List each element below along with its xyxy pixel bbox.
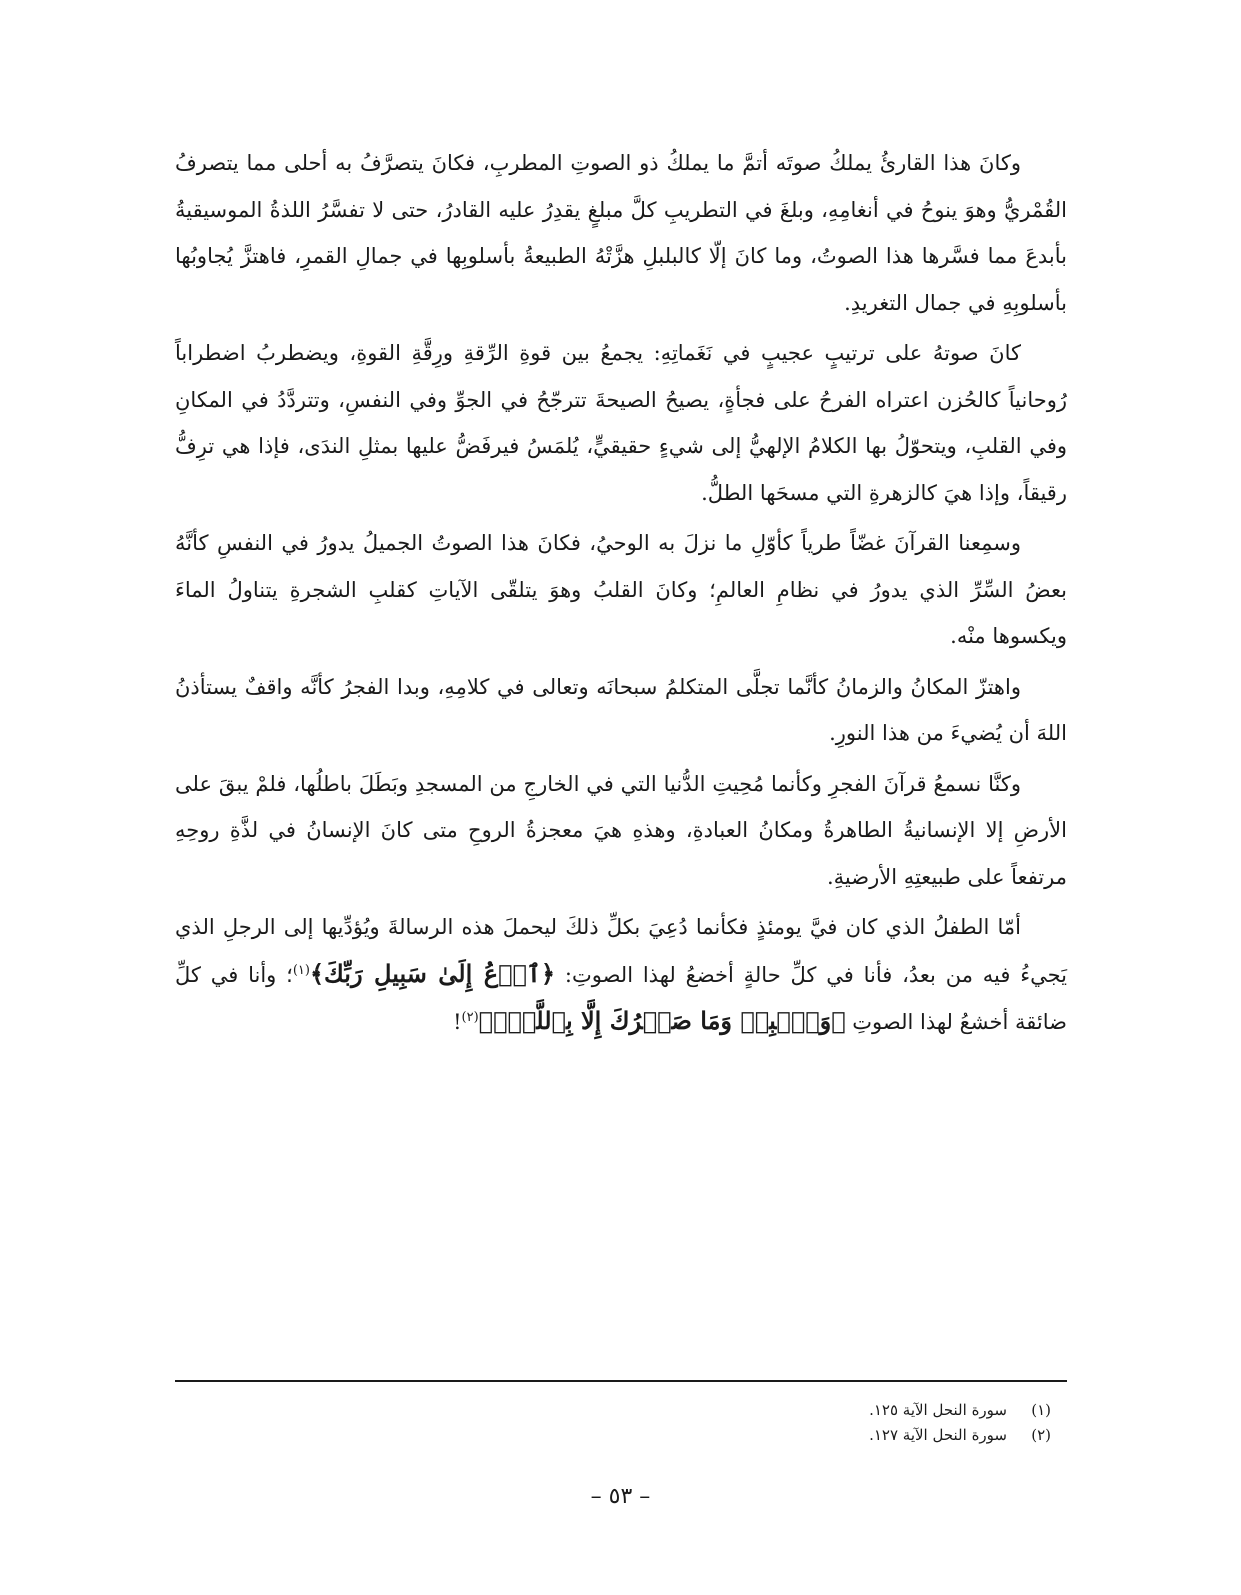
footnote-1	[175, 1398, 1067, 1423]
paragraph-6-text-2: ؛ وأنا في كلِّ ضائقة أخشعُ لهذا الصوتِ	[175, 962, 1067, 1034]
page-body	[175, 140, 1067, 1050]
footnote-divider	[175, 1380, 1067, 1382]
footnote-number: (١)	[1031, 1401, 1051, 1419]
paragraph-1: وكانَ هذا القارئُ يملكُ صوتَه أتمَّ ما يملكُ ذو الصوتِ المطربِ، فكانَ يتصرَّفُ به أحلى مما يتصرفُ القُمْريُّ وهوَ ينوحُ في أنغامِهِ، وبلغَ في التطريبِ كلَّ مبلغٍ يقدِرُ عليه القادرُ، حتى لا تفسَّرُ اللذةُ الموسيقيةُ بأبدعَ مما فسَّرها هذا الصوتُ، وما كانَ إلّا كالبلبلِ هزَّتْهُ الطبيعةُ بأسلوبِها في جمالِ القمرِ، فاهتزَّ يُجاوبُها بأسلوبِهِ في جمال التغريدِ.	[175, 151, 1067, 315]
footnote-number: (٢)	[1031, 1426, 1051, 1444]
footnote-ref-1: (١)	[292, 962, 310, 978]
paragraph-2: كانَ صوتهُ على ترتيبٍ عجيبٍ في نَغَماتِهِ: يجمعُ بين قوةِ الرِّقةِ ورِقَّةِ القوةِ، ويضطربُ اضطراباً رُوحانياً كالحُزن اعتراه الفرحُ على فجأةٍ، يصيحُ الصيحةَ تترجّحُ في الجوِّ وفي النفسِ، وتتردَّدُ في المكانِ وفي القلبِ، ويتحوّلُ بها الكلامُ الإلهيُّ إلى شيءٍ حقيقيٍّ، يُلمَسُ فيرفَضُّ عليها بمثلِ الندَى، فإذا هي ترِفُّ رقيقاً، وإذا هيَ كالزهرةِ التي مسحَها الطلُّ.	[175, 341, 1067, 505]
paragraph-4: واهتزّ المكانُ والزمانُ كأنَّما تجلَّى المتكلمُ سبحانَه وتعالى في كلامِهِ، وبدا الفجرُ كأنَّه واقفٌ يستأذنُ اللهَ أن يُضيءَ من هذا النورِ.	[175, 674, 1067, 745]
footnote-2	[175, 1423, 1067, 1448]
page-number: – ٥٣ –	[590, 1484, 651, 1509]
footnotes	[175, 1398, 1067, 1448]
footnote-ref-2: (٢)	[461, 1010, 479, 1025]
paragraph-6-text-1: أمّا الطفلُ الذي كان فيَّ يومئذٍ فكأنما دُعِيَ بكلِّ ذلكَ ليحملَ هذه الرسالةَ ويُؤدِّيها إلى الرجلِ الذي يَجيءُ فيه من بعدُ، فأنا في كلِّ حالةٍ أخضعُ لهذا الصوتِ:	[175, 915, 1067, 987]
quran-quote-2: ﴿وَٱصۡبِرۡ وَمَا صَبۡرُكَ إِلَّا بِٱللَّهِۚ﴾	[478, 1006, 846, 1035]
paragraph-6-text-3: !	[453, 1010, 462, 1034]
footnote-text: سورة النحل الآية ١٢٧.	[869, 1426, 1007, 1444]
quran-quote-1: ﴿ٱدۡعُ إِلَىٰ سَبِيلِ رَبِّكَ﴾	[309, 958, 556, 988]
paragraph-6	[175, 904, 1067, 1046]
paragraph-3: وسمِعنا القرآنَ غضّاً طرياً كأوّلِ ما نزلَ به الوحيُ، فكانَ هذا الصوتُ الجميلُ يدورُ في النفسِ كأنَّهُ بعضُ السِّرِّ الذي يدورُ في نظامِ العالمِ؛ وكانَ القلبُ وهوَ يتلقّى الآياتِ كقلبِ الشجرةِ يتناولُ الماءَ ويكسوها منْه.	[175, 531, 1067, 648]
footnote-text: سورة النحل الآية ١٢٥.	[869, 1401, 1007, 1419]
paragraph-5: وكنَّا نسمعُ قرآنَ الفجرِ وكأنما مُحِيتِ الدُّنيا التي في الخارجِ من المسجدِ وبَطَلَ باطلُها، فلمْ يبقَ على الأرضِ إلا الإنسانيةُ الطاهرةُ ومكانُ العبادةِ، وهذهِ هيَ معجزةُ الروحِ متى كانَ الإنسانُ في لذَّةِ روحِهِ مرتفعاً على طبيعتِهِ الأرضيةِ.	[175, 771, 1067, 889]
